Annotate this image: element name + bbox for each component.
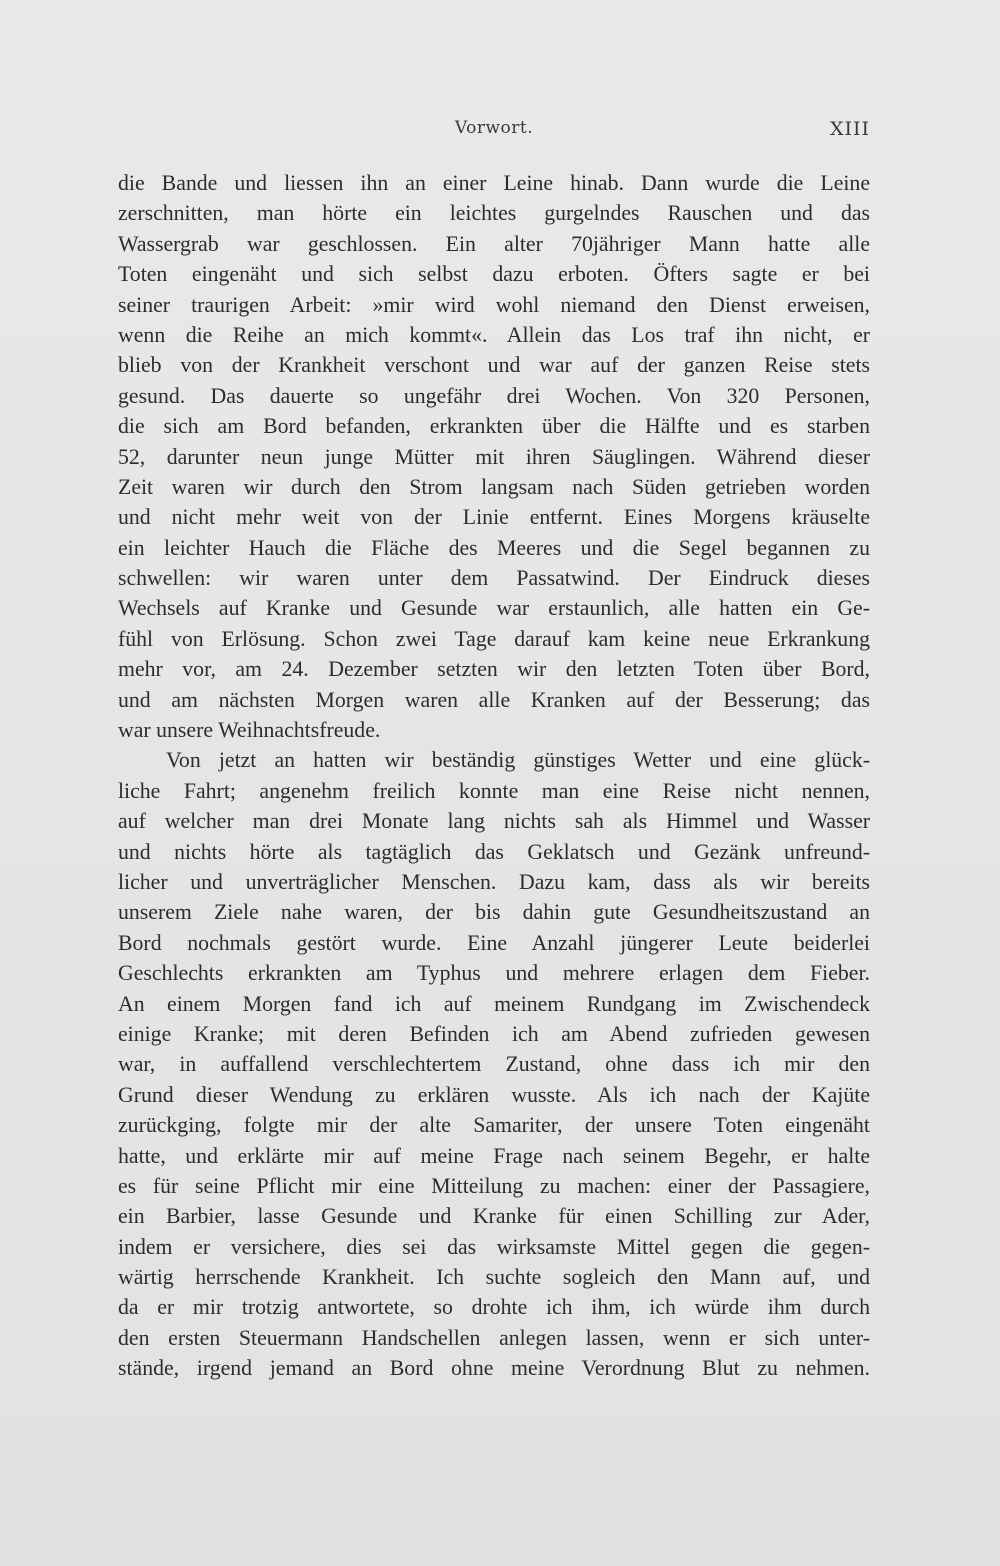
paragraph-1: [118, 168, 870, 745]
text-line: Toten eingenäht und sich selbst dazu erboten. Öfters sagte er bei: [118, 262, 870, 287]
text-line: Zeit waren wir durch den Strom langsam nach Süden getrieben worden: [118, 474, 870, 499]
text-line: mehr vor, am 24. Dezember setzten wir den letzten Toten über Bord,: [118, 657, 870, 682]
text-line: liche Fahrt; angenehm freilich konnte man eine Reise nicht nennen,: [118, 778, 870, 803]
text-line: schwellen: wir waren unter dem Passatwind. Der Eindruck dieses: [118, 566, 870, 591]
text-line: Bord nochmals gestört wurde. Eine Anzahl jüngerer Leute beiderlei: [118, 930, 870, 955]
running-header: [118, 118, 870, 146]
text-line: die Bande und liessen ihn an einer Leine hinab. Dann wurde die Leine: [118, 171, 870, 195]
text-line: einige Kranke; mit deren Befinden ich am Abend zufrieden gewesen: [118, 1021, 870, 1046]
page-number: XIII: [829, 118, 870, 140]
paragraph-2: [118, 745, 870, 1383]
text-line: war, in auffallend verschlechtertem Zustand, ohne dass ich mir den: [118, 1052, 870, 1077]
text-line: Grund dieser Wendung zu erklären wusste. Als ich nach der Kajüte: [118, 1082, 870, 1107]
text-line: zerschnitten, man hörte ein leichtes gurgelndes Rauschen und das: [118, 201, 870, 226]
text-line: 52, darunter neun junge Mütter mit ihren Säuglingen. Während dieser: [118, 444, 870, 469]
text-line: Geschlechts erkrankten am Typhus und mehrere erlagen dem Fieber.: [118, 961, 870, 986]
text-line: und nicht mehr weit von der Linie entfernt. Eines Morgens kräuselte: [118, 505, 870, 530]
text-line: da er mir trotzig antwortete, so drohte ich ihm, ich würde ihm durch: [118, 1295, 870, 1320]
text-line: indem er versichere, dies sei das wirksamste Mittel gegen die gegen-: [118, 1234, 870, 1259]
text-line: unserem Ziele nahe waren, der bis dahin gute Gesundheitszustand an: [118, 900, 870, 925]
text-line: fühl von Erlösung. Schon zwei Tage darauf kam keine neue Erkrankung: [118, 626, 870, 651]
running-title: Vorwort.: [454, 118, 534, 138]
text-line: ein Barbier, lasse Gesunde und Kranke für einen Schilling zur Ader,: [118, 1204, 870, 1229]
text-line: Wechsels auf Kranke und Gesunde war erstaunlich, alle hatten ein Ge-: [118, 596, 870, 621]
text-line: die sich am Bord befanden, erkrankten über die Hälfte und es starben: [118, 414, 870, 439]
text-line: und nichts hörte als tagtäglich das Geklatsch und Gezänk unfreund-: [118, 839, 870, 864]
text-line: war unsere Weihnachtsfreude.: [118, 718, 381, 743]
text-line: hatte, und erklärte mir auf meine Frage nach seinem Begehr, er halte: [118, 1143, 870, 1168]
text-line: seiner traurigen Arbeit: »mir wird wohl niemand den Dienst erweisen,: [118, 292, 870, 317]
text-line: ein leichter Hauch die Fläche des Meeres und die Segel begannen zu: [118, 535, 870, 560]
text-line: den ersten Steuermann Handschellen anlegen lassen, wenn er sich unter-: [118, 1325, 870, 1350]
text-line: licher und unverträglicher Menschen. Dazu kam, dass als wir bereits: [118, 869, 870, 894]
text-line: gesund. Das dauerte so ungefähr drei Wochen. Von 320 Personen,: [118, 383, 870, 408]
text-line: Von jetzt an hatten wir beständig günstiges Wetter und eine glück-: [166, 748, 870, 773]
text-line: auf welcher man drei Monate lang nichts sah als Himmel und Wasser: [118, 809, 870, 834]
text-body: [118, 168, 870, 1384]
text-line: blieb von der Krankheit verschont und war auf der ganzen Reise stets: [118, 353, 870, 378]
text-line: wenn die Reihe an mich kommt«. Allein das Los traf ihn nicht, er: [118, 322, 870, 347]
text-line: und am nächsten Morgen waren alle Kranken auf der Besserung; das: [118, 687, 870, 712]
text-line: es für seine Pflicht mir eine Mitteilung zu machen: einer der Passagiere,: [118, 1173, 870, 1198]
text-line: wärtig herrschende Krankheit. Ich suchte sogleich den Mann auf, und: [118, 1265, 870, 1290]
text-line: An einem Morgen fand ich auf meinem Rundgang im Zwischendeck: [118, 991, 870, 1016]
text-line: Wassergrab war geschlossen. Ein alter 70jähriger Mann hatte alle: [118, 231, 870, 256]
text-line: zurückging, folgte mir der alte Samariter, der unsere Toten eingenäht: [118, 1113, 870, 1138]
text-line: stände, irgend jemand an Bord ohne meine Verordnung Blut zu nehmen.: [118, 1356, 870, 1381]
